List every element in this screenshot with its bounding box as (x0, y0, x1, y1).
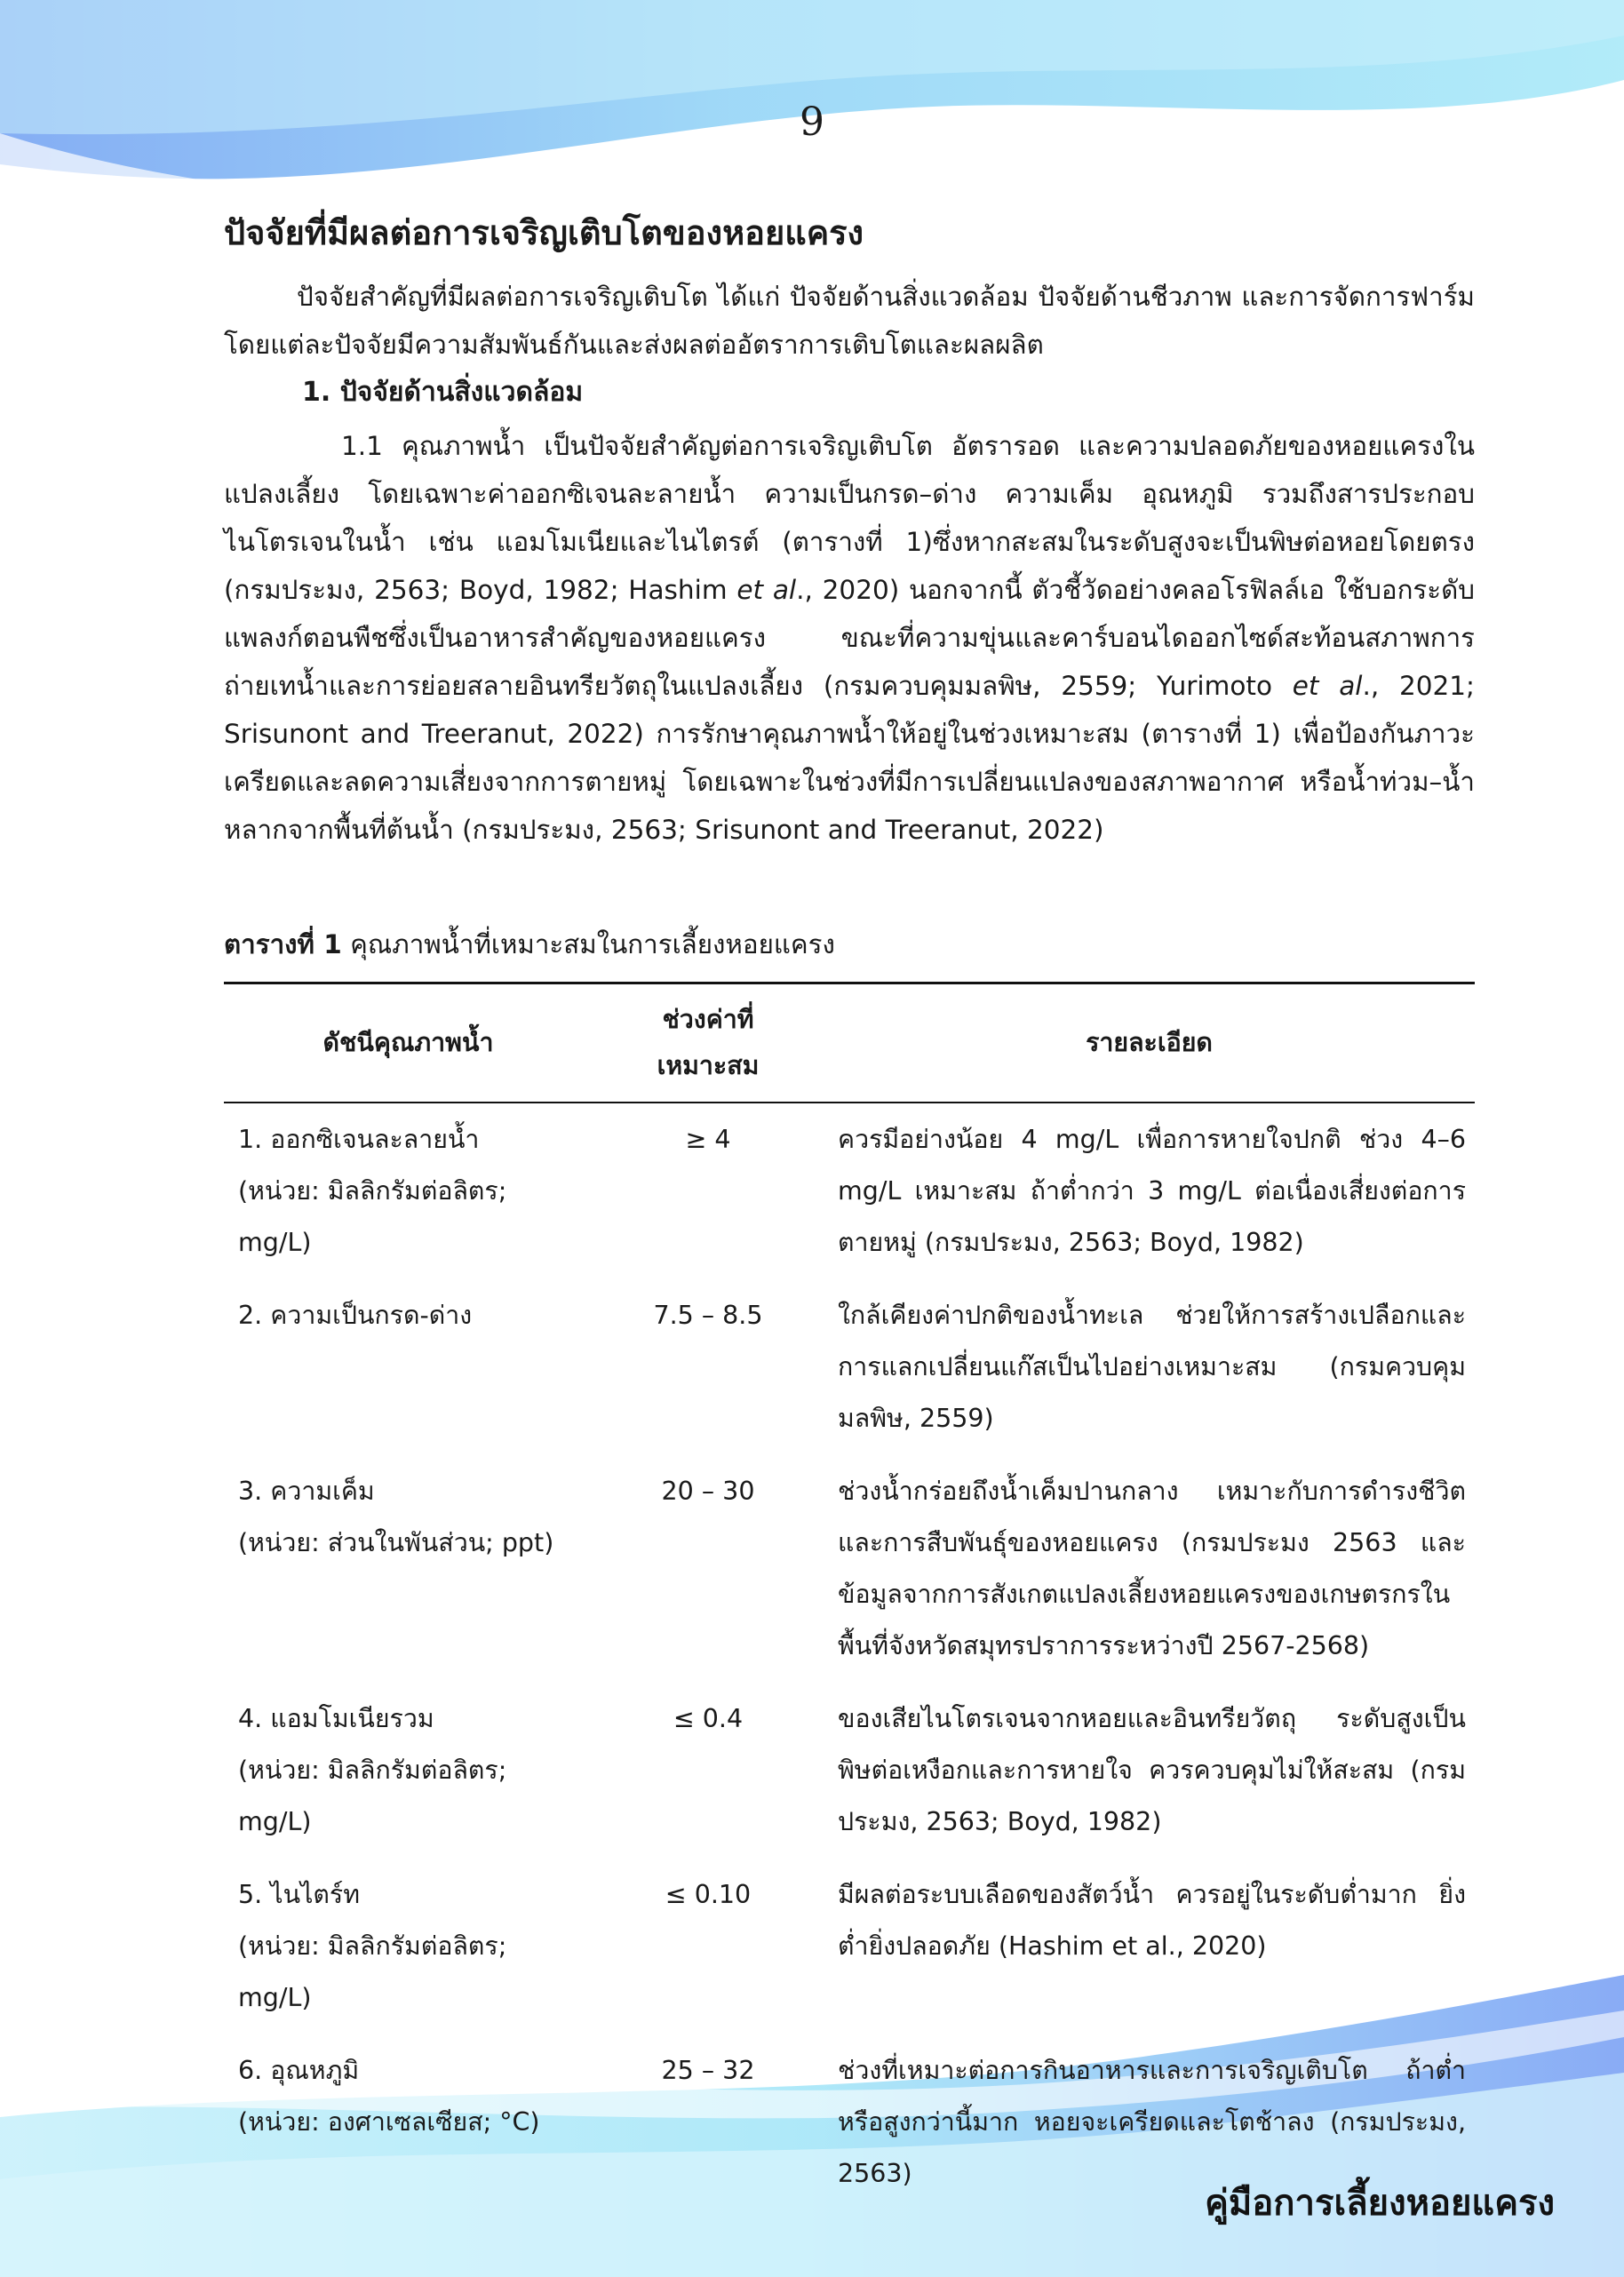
page-content (224, 211, 1475, 2210)
cell-detail: มีผลต่อระบบเลือดของสัตว์น้ำ ควรอยู่ในระดับต่ำมาก ยิ่งต่ำยิ่งปลอดภัย (Hashim et al., 2020) (838, 1880, 1466, 1962)
param-name: 4. แอมโมเนียรวม (238, 1704, 434, 1734)
param-name: 2. ความเป็นกรด-ด่าง (238, 1301, 473, 1331)
cell-detail: ของเสียไนโตรเจนจากหอยและอินทรียวัตถุ ระดับสูงเป็นพิษต่อเหงือกและการหายใจ ควรควบคุมไม่ให้สะสม (กรมประมง, 2563; Boyd, 1982) (838, 1704, 1466, 1837)
header-range (593, 983, 824, 1103)
subheading-environment: 1. ปัจจัยด้านสิ่งแวดล้อม (302, 377, 584, 409)
cell-detail: ควรมีอย่างน้อย 4 mg/L เพื่อการหายใจปกติ ช่วง 4–6 mg/L เหมาะสม ถ้าต่ำกว่า 3 mg/L ต่อเนื่องเสี่ยงต่อการตายหมู่ (กรมประมง, 2563; Boyd, 1982) (838, 1125, 1466, 1258)
cell-param (224, 1859, 593, 2034)
param-name: 5. ไนไตร์ท (238, 1880, 361, 1910)
et-al-italic-2: et al (1292, 671, 1363, 702)
cell-range: 25 – 32 (661, 2056, 755, 2086)
header-range-line2: เหมาะสม (657, 1051, 760, 1081)
table-caption (224, 923, 1475, 966)
body-text-1: 1.1 คุณภาพน้ำ เป็นปัจจัยสำคัญต่อการเจริญเติบโต อัตรารอด และความปลอดภัยของหอยแครงในแปลงเลี้ยง โดยเฉพาะค่าออกซิเจนละลายน้ำ ความเป็นกรด–ด่าง ความเค็ม อุณหภูมิ รวมถึงสารประกอบไนโตรเจนในน้ำ เช่น แอมโมเนียและไนไตรต์ (ตารางที่ 1)ซึ่งหากสะสมในระดับสูงจะเป็นพิษต่อหอยโดยตรง (กรมประมง, 2563; Boyd, 1982; Hashim (224, 431, 1475, 606)
cell-range: 20 – 30 (661, 1477, 755, 1507)
cell-range: ≤ 0.10 (665, 1880, 752, 1910)
header-param: ดัชนีคุณภาพน้ำ (224, 983, 593, 1103)
footer-book-title: คู่มือการเลี้ยงหอยแครง (1205, 2183, 1555, 2224)
table-caption-text: คุณภาพน้ำที่เหมาะสมในการเลี้ยงหอยแครง (341, 929, 835, 960)
cell-detail: ช่วงที่เหมาะต่อการกินอาหารและการเจริญเติบโต ถ้าต่ำหรือสูงกว่านี้มาก หอยจะเครียดและโตช้าลง (กรมประมง, 2563) (838, 2056, 1466, 2189)
param-name: 3. ความเค็ม (238, 1477, 375, 1507)
table-header-row (224, 983, 1475, 1103)
table-row (224, 1683, 1475, 1859)
water-quality-table (224, 982, 1475, 2210)
page-number: 9 (800, 100, 824, 145)
cell-param (224, 1455, 593, 1683)
section-title: ปัจจัยที่มีผลต่อการเจริญเติบโตของหอยแครง (224, 213, 864, 252)
header-detail: รายละเอียด (824, 983, 1475, 1103)
param-unit: (หน่วย: ส่วนในพันส่วน; ppt) (238, 1528, 554, 1558)
cell-detail: ช่วงน้ำกร่อยถึงน้ำเค็มปานกลาง เหมาะกับการดำรงชีวิตและการสืบพันธุ์ของหอยแครง (กรมประมง 2563 และข้อมูลจากการสังเกตแปลงเลี้ยงหอยแครงของเกษตรกรในพื้นที่จังหวัดสมุทรปราการระหว่างปี 2567-2568) (838, 1477, 1466, 1661)
cell-range: ≥ 4 (685, 1125, 731, 1155)
param-name: 1. ออกซิเจนละลายน้ำ (238, 1125, 480, 1155)
intro-paragraph: ปัจจัยสำคัญที่มีผลต่อการเจริญเติบโต ได้แก่ ปัจจัยด้านสิ่งแวดล้อม ปัจจัยด้านชีวภาพ และการจัดการฟาร์ม โดยแต่ละปัจจัยมีความสัมพันธ์กันและส่งผลต่ออัตราการเติบโตและผลผลิต (224, 282, 1475, 361)
table-row (224, 1859, 1475, 2034)
param-unit: (หน่วย: มิลลิกรัมต่อลิตร; mg/L) (238, 1931, 507, 2013)
table-row (224, 1279, 1475, 1455)
cell-range: ≤ 0.4 (673, 1704, 744, 1734)
body-text-3: ., 2021; Srisunont and Treeranut, 2022) การรักษาคุณภาพน้ำให้อยู่ในช่วงเหมาะสม (ตารางที่ 1) เพื่อป้องกันภาวะเครียดและลดความเสี่ยงจากการตายหมู่ โดยเฉพาะในช่วงที่มีการเปลี่ยนแปลงของสภาพอากาศ หรือน้ำท่วม–น้ำหลากจากพื้นที่ต้นน้ำ (กรมประมง, 2563; Srisunont and Treeranut, 2022) (224, 671, 1475, 846)
param-unit: (หน่วย: มิลลิกรัมต่อลิตร; mg/L) (238, 1756, 507, 1837)
header-range-line1: ช่วงค่าที่ (662, 1005, 754, 1035)
water-quality-paragraph (224, 422, 1475, 854)
cell-range: 7.5 – 8.5 (653, 1301, 763, 1331)
param-unit: (หน่วย: มิลลิกรัมต่อลิตร; mg/L) (238, 1176, 507, 1258)
param-name: 6. อุณหภูมิ (238, 2056, 360, 2086)
cell-param (224, 1683, 593, 1859)
body-text-2: ., 2020) นอกจากนี้ ตัวชี้วัดอย่างคลอโรฟิลล์เอ ใช้บอกระดับแพลงก์ตอนพืชซึ่งเป็นอาหารสำคัญของหอยแครง ขณะที่ความขุ่นและคาร์บอนไดออกไซด์สะท้อนสภาพการถ่ายเทน้ำและการย่อยสลายอินทรียวัตถุในแปลงเลี้ยง (กรมควบคุมมลพิษ, 2559; Yurimoto (224, 575, 1476, 702)
cell-param (224, 2034, 593, 2210)
cell-param (224, 1103, 593, 1279)
param-unit: (หน่วย: องศาเซลเซียส; °C) (238, 2107, 540, 2138)
table-row (224, 1455, 1475, 1683)
table-row (224, 1103, 1475, 1279)
cell-detail: ใกล้เคียงค่าปกติของน้ำทะเล ช่วยให้การสร้างเปลือกและการแลกเปลี่ยนแก๊สเป็นไปอย่างเหมาะสม (กรมควบคุมมลพิษ, 2559) (838, 1301, 1466, 1434)
et-al-italic-1: et al (736, 575, 797, 606)
table-caption-label: ตารางที่ 1 (224, 929, 342, 960)
cell-param (224, 1279, 593, 1455)
